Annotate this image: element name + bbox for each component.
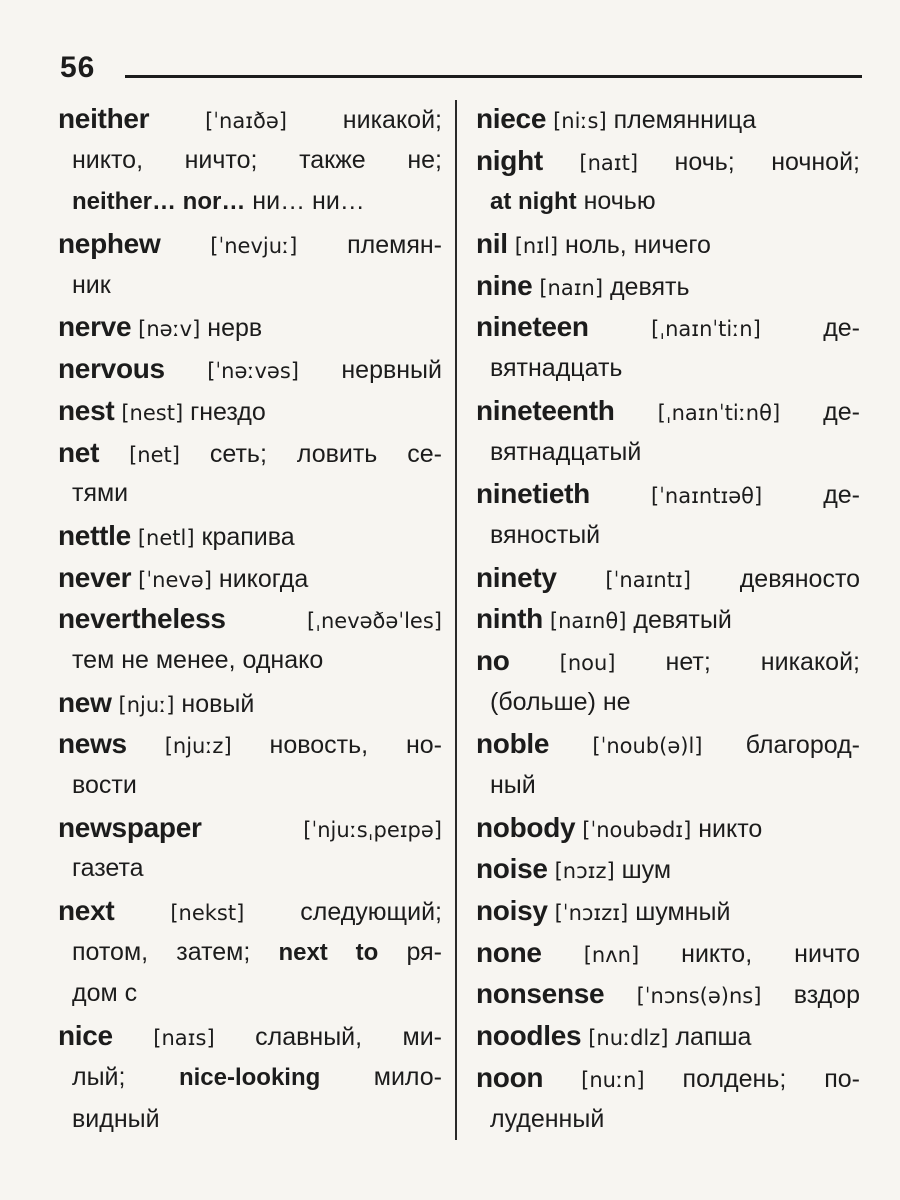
definition: нерв xyxy=(207,314,263,343)
entry-line xyxy=(476,515,860,557)
phrase: neither… nor… xyxy=(72,188,246,216)
definition: девять xyxy=(609,272,690,301)
definition: благород- xyxy=(745,731,861,760)
entry-line xyxy=(476,932,860,974)
transcription: [ ˈnəːvəs ] xyxy=(207,359,299,383)
entry-line xyxy=(58,973,442,1015)
definition: никто, ничто xyxy=(681,939,861,968)
dictionary-entry xyxy=(476,98,860,140)
headword: nephew xyxy=(58,228,161,260)
headword: nerve xyxy=(58,311,132,343)
entry-line xyxy=(58,557,442,599)
dictionary-entry xyxy=(476,932,860,974)
definition: ный xyxy=(490,771,536,799)
headword: nineteen xyxy=(476,311,589,343)
transcription: [ nəːv ] xyxy=(138,317,200,341)
entry-line xyxy=(58,932,442,974)
entry-line xyxy=(476,848,860,890)
entry-line xyxy=(476,140,860,182)
headword: night xyxy=(476,144,543,176)
definition: тем не менее, однако xyxy=(72,645,324,674)
transcription: [ netl ] xyxy=(138,526,195,550)
entry-line xyxy=(476,265,860,307)
entry-line xyxy=(58,848,442,890)
definition: ря- xyxy=(406,937,443,966)
entry-line xyxy=(58,390,442,432)
headword: nobody xyxy=(476,811,576,843)
dictionary-entry xyxy=(58,723,442,806)
definition: потом, затем; xyxy=(72,937,251,966)
definition: шумный xyxy=(635,898,731,927)
headword: nonsense xyxy=(476,978,605,1010)
headword: niece xyxy=(476,103,547,134)
headword: nest xyxy=(58,394,115,426)
definition: девяносто xyxy=(739,564,861,593)
transcription: [ nuːn ] xyxy=(581,1068,644,1092)
entry-line xyxy=(476,223,860,265)
entry-line xyxy=(476,306,860,348)
definition: ночью xyxy=(583,187,656,216)
transcription: [ nɔɪz ] xyxy=(555,859,615,883)
entry-line xyxy=(476,1057,860,1099)
transcription: [ ˌnevəðəˈles ] xyxy=(307,609,442,633)
headword: noble xyxy=(476,728,550,760)
transcription: [ net ] xyxy=(129,443,180,467)
transcription: [ ˈnaɪntɪ ] xyxy=(605,568,691,592)
definition: никакой; xyxy=(342,106,442,134)
transcription: [ naɪn ] xyxy=(539,276,603,300)
definition: гнездо xyxy=(190,397,266,426)
dictionary-entry xyxy=(476,1057,860,1140)
definition: нет; никакой; xyxy=(665,647,860,676)
headword: ninth xyxy=(476,603,543,635)
definition: никто, ничто; также не; xyxy=(72,145,442,174)
headword: ninetieth xyxy=(476,478,590,510)
headword: net xyxy=(58,436,100,468)
entry-line xyxy=(476,807,860,849)
entry-line xyxy=(58,1015,442,1057)
definition: крапива xyxy=(201,522,295,551)
dictionary-entry xyxy=(58,557,442,599)
dictionary-entry xyxy=(58,890,442,1015)
headword: noodles xyxy=(476,1020,582,1052)
entry-line xyxy=(476,890,860,932)
dictionary-entry xyxy=(476,557,860,599)
dictionary-entry xyxy=(58,807,442,890)
dictionary-entry xyxy=(476,473,860,556)
transcription: [ ˈnɔns(ə)ns ] xyxy=(637,984,762,1008)
entry-line xyxy=(476,390,860,432)
transcription: [ njuːz ] xyxy=(165,734,232,758)
transcription: [ ˈnjuːsˌpeɪpə ] xyxy=(303,818,442,842)
transcription: [ njuː ] xyxy=(119,693,175,717)
entry-line xyxy=(476,723,860,765)
entry-line xyxy=(58,765,442,807)
dictionary-entry xyxy=(476,807,860,849)
transcription: [ ˌnaɪnˈtiːnθ ] xyxy=(658,401,781,425)
dictionary-entry xyxy=(58,598,442,681)
page-number: 56 xyxy=(60,51,96,84)
headword: new xyxy=(58,686,112,718)
entry-line xyxy=(58,265,442,307)
dictionary-entry xyxy=(476,598,860,640)
entry-line xyxy=(476,640,860,682)
transcription: [ ˈnaɪðə ] xyxy=(205,109,287,133)
definition: ночь; ночной; xyxy=(674,147,860,176)
definition: лапша xyxy=(675,1023,752,1052)
entry-line xyxy=(58,515,442,557)
column-divider xyxy=(455,100,457,1140)
headword: newspaper xyxy=(58,811,202,843)
headword: noon xyxy=(476,1061,544,1093)
definition: де- xyxy=(823,314,861,343)
definition: тями xyxy=(72,479,129,508)
headword: none xyxy=(476,936,542,968)
definition: вяностый xyxy=(490,520,601,549)
dictionary-entry xyxy=(476,973,860,1015)
entry-line xyxy=(58,640,442,682)
definition: вятнадцать xyxy=(490,354,623,383)
entry-line xyxy=(58,140,442,182)
definition: ни… ни… xyxy=(252,187,365,216)
definition: де- xyxy=(823,397,860,426)
headword: nineteenth xyxy=(476,394,615,426)
transcription: [ ˈnoubədɪ ] xyxy=(582,818,691,842)
entry-line xyxy=(476,598,860,640)
dictionary-entry xyxy=(476,390,860,473)
definition: вятнадцатый xyxy=(490,437,642,466)
entry-line xyxy=(476,98,860,140)
headword: nine xyxy=(476,269,533,301)
definition: племян- xyxy=(347,231,443,260)
dictionary-entry xyxy=(58,1015,442,1140)
entry-line xyxy=(58,723,442,765)
dictionary-entry xyxy=(476,265,860,307)
definition: следующий; xyxy=(300,898,442,927)
definition: шум xyxy=(621,856,672,885)
transcription: [ nou ] xyxy=(560,651,616,675)
dictionary-entry xyxy=(58,98,442,223)
entry-line xyxy=(476,1099,860,1141)
dictionary-entry xyxy=(58,682,442,724)
right-column xyxy=(476,98,860,1140)
transcription: [ nɪl ] xyxy=(515,234,558,258)
phrase: next to xyxy=(278,938,379,966)
definition: дом с xyxy=(72,979,138,1008)
definition: нервный xyxy=(341,356,442,385)
dictionary-entry xyxy=(476,890,860,932)
transcription: [ ˈnɔɪzɪ ] xyxy=(555,901,629,925)
entry-line xyxy=(58,223,442,265)
transcription: [ naɪs ] xyxy=(153,1026,214,1050)
entry-line xyxy=(476,682,860,724)
headword: neither xyxy=(58,103,150,134)
definition: вости xyxy=(72,771,137,799)
definition: видный xyxy=(72,1104,160,1133)
headword: news xyxy=(58,728,127,760)
transcription: [ nest ] xyxy=(121,401,183,425)
headword: no xyxy=(476,644,510,676)
definition: вздор xyxy=(793,981,860,1010)
definition: лый; xyxy=(72,1062,126,1091)
definition: мило- xyxy=(373,1062,442,1091)
headword: nice xyxy=(58,1020,113,1052)
headword: next xyxy=(58,895,115,927)
dictionary-entry xyxy=(476,848,860,890)
headword: noise xyxy=(476,853,548,885)
entry-line xyxy=(476,557,860,599)
dictionary-entry xyxy=(476,306,860,389)
definition: (больше) не xyxy=(490,687,631,716)
definition: ник xyxy=(72,270,111,299)
transcription: [ ˌnaɪnˈtiːn ] xyxy=(651,317,761,341)
dictionary-entry xyxy=(58,306,442,348)
headword: nervous xyxy=(58,353,165,385)
entry-line xyxy=(58,306,442,348)
headword: noisy xyxy=(476,895,548,927)
definition: газета xyxy=(72,854,144,883)
definition: славный, ми- xyxy=(255,1023,443,1052)
entry-line xyxy=(58,890,442,932)
definition: ноль, ничего xyxy=(565,231,711,260)
dictionary-entry xyxy=(58,515,442,557)
entry-line xyxy=(476,1015,860,1057)
transcription: [ naɪnθ ] xyxy=(550,609,627,633)
entry-line xyxy=(476,973,860,1015)
dictionary-entry xyxy=(58,432,442,515)
entry-line xyxy=(58,598,442,640)
dictionary-entry xyxy=(58,390,442,432)
transcription: [ ˈnaɪntɪəθ ] xyxy=(651,484,762,508)
entry-line xyxy=(58,1057,442,1099)
transcription: [ niːs ] xyxy=(553,109,607,133)
entry-line xyxy=(476,181,860,223)
entry-line xyxy=(476,348,860,390)
definition: никогда xyxy=(218,564,309,593)
headword: never xyxy=(58,561,132,593)
definition: девятый xyxy=(633,606,732,635)
headword: nettle xyxy=(58,519,131,551)
entry-line xyxy=(58,181,442,223)
transcription: [ nʌn ] xyxy=(584,943,639,967)
headword: nil xyxy=(476,228,508,260)
dictionary-entry xyxy=(476,640,860,723)
entry-line xyxy=(58,682,442,724)
transcription: [ nekst ] xyxy=(170,901,244,925)
header-rule xyxy=(125,75,862,78)
entry-line xyxy=(476,473,860,515)
dictionary-entry xyxy=(476,723,860,806)
headword: nevertheless xyxy=(58,603,226,635)
entry-line xyxy=(58,348,442,390)
entry-line xyxy=(58,473,442,515)
transcription: [ naɪt ] xyxy=(579,151,638,175)
definition: полдень; по- xyxy=(682,1064,861,1093)
dictionary-entry xyxy=(476,1015,860,1057)
transcription: [ ˈnevə ] xyxy=(138,568,212,592)
entry-line xyxy=(476,765,860,807)
entry-line xyxy=(58,98,442,140)
definition: сеть; ловить се- xyxy=(209,439,442,468)
dictionary-entry xyxy=(58,348,442,390)
definition: новый xyxy=(181,689,255,718)
left-column xyxy=(58,98,442,1140)
dictionary-entry xyxy=(476,223,860,265)
entry-line xyxy=(58,1099,442,1141)
transcription: [ ˈnevjuː ] xyxy=(210,234,297,258)
definition: луденный xyxy=(490,1104,605,1133)
transcription: [ ˈnoub(ə)l ] xyxy=(592,734,702,758)
definition: племянница xyxy=(613,106,757,134)
headword: ninety xyxy=(476,561,557,593)
dictionary-entry xyxy=(58,223,442,306)
dictionary-entry xyxy=(476,140,860,223)
entry-line xyxy=(58,807,442,849)
entry-line xyxy=(58,432,442,474)
definition: никто xyxy=(698,814,763,843)
definition: де- xyxy=(823,481,861,510)
entry-line xyxy=(476,432,860,474)
phrase: at night xyxy=(490,188,577,216)
definition: новость, но- xyxy=(269,731,442,760)
transcription: [ nuːdlz ] xyxy=(588,1026,668,1050)
phrase: nice-looking xyxy=(178,1063,321,1091)
